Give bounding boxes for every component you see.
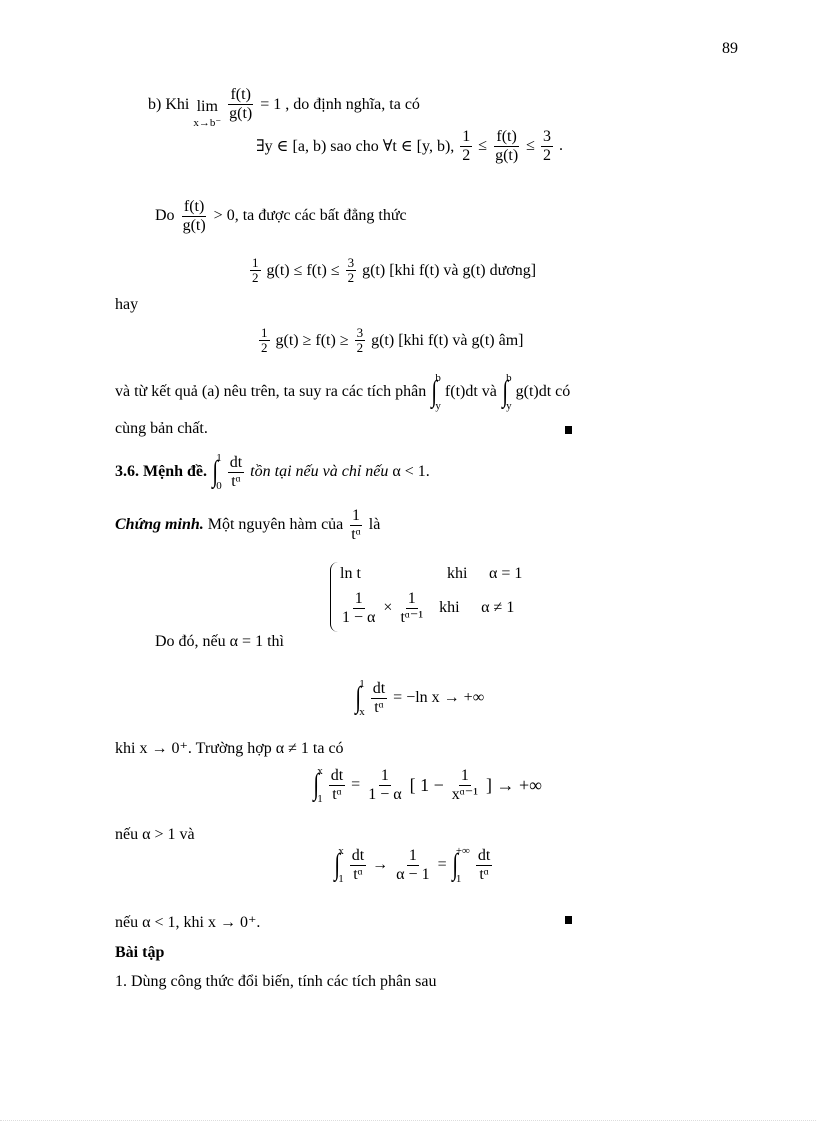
text: b) Khi xyxy=(148,95,190,113)
text: Một nguyên hàm của xyxy=(207,516,344,534)
denominator: tᵅ xyxy=(351,525,361,543)
numerator: 1 xyxy=(252,255,259,270)
text: → xyxy=(372,856,389,873)
text: = xyxy=(437,856,447,873)
neu-1: nếu α > 1 và xyxy=(115,826,195,843)
text: có xyxy=(555,383,571,400)
text: Do xyxy=(155,207,175,225)
exists-line xyxy=(256,128,563,164)
text: ] → +∞ xyxy=(486,774,543,795)
numerator: f(t) xyxy=(183,198,205,215)
numerator: 3 xyxy=(356,325,364,340)
text: và từ kết quả (a) nêu trên, ta suy ra các tích phân xyxy=(115,383,427,400)
lower: 1 xyxy=(317,793,323,805)
numerator: dt xyxy=(372,679,386,697)
le: ≤ xyxy=(478,137,488,155)
exercises-heading: Bài tập xyxy=(115,944,165,961)
exercise-1: 1. Dùng công thức đổi biến, tính các tích phân sau xyxy=(115,973,437,990)
text: ln t xyxy=(340,565,361,582)
equation-2: ∫ x 1 $\frac{dt}{\text{tᵅ}}$ = $\frac{1}{1 - \alpha}$ [ 1 − $\frac{1}{\text{xᵅ⁻¹}}$ ] → +∞ xyxy=(313,765,543,805)
text: = 1 , do định nghĩa, ta có xyxy=(260,95,420,113)
equation-3: ∫ x 1 $\frac{dt}{\text{tᵅ}}$ → $\frac{1}{\alpha - 1}$ = ∫ +∞ 1 $\frac{dt}{\text{tᵅ}}$ xyxy=(334,845,491,885)
upper: b xyxy=(506,372,512,384)
inequality-1 xyxy=(248,256,536,286)
dodo: Do đó, nếu α = 1 thì xyxy=(155,633,284,650)
denominator: 2 xyxy=(462,146,471,164)
upper: b xyxy=(435,372,441,384)
text: và xyxy=(481,383,497,400)
numerator: dt xyxy=(477,846,491,864)
heading: 3.6. Mệnh đề. xyxy=(115,463,207,480)
page-number: 89 xyxy=(722,40,738,57)
text: g(t) ≥ f(t) ≥ xyxy=(275,331,349,349)
khi-line: khi x → 0⁺. Trường hợp α ≠ 1 ta có xyxy=(115,740,344,757)
denominator: 2 xyxy=(347,270,355,286)
numerator: 1 xyxy=(352,507,361,524)
text: > 0, ta được các bất đẳng thức xyxy=(213,207,407,225)
denominator: 2 xyxy=(356,340,364,356)
inequality-2 xyxy=(257,326,523,356)
denominator: xᵅ⁻¹ xyxy=(451,785,479,803)
do-line xyxy=(155,198,407,234)
text: × xyxy=(383,599,393,617)
text: f(t)dt xyxy=(444,383,478,400)
equation-1: ∫ 1 x $\frac{dt}{\text{tᵅ}}$ = −ln x → +∞ xyxy=(355,678,485,718)
denominator: tᵅ xyxy=(374,698,384,716)
text: là xyxy=(368,516,381,534)
text: . xyxy=(558,137,563,155)
lim: lim xyxy=(196,98,218,115)
denominator: g(t) xyxy=(229,105,253,122)
qed-square-icon xyxy=(565,426,572,434)
upper: +∞ xyxy=(455,845,470,857)
numerator: 1 xyxy=(407,590,416,607)
le: ≤ xyxy=(526,137,535,155)
proof-label: Chứng minh. xyxy=(115,516,204,534)
numerator: 1 xyxy=(354,590,363,607)
text: g(t) [khi f(t) và g(t) âm] xyxy=(371,331,524,349)
numerator: 3 xyxy=(347,255,355,270)
case-1 xyxy=(340,565,522,583)
numerator: 1 xyxy=(408,846,417,864)
denominator: tᵅ xyxy=(353,865,363,883)
denominator: tᵅ⁻¹ xyxy=(400,608,424,626)
lower: 1 xyxy=(338,873,344,885)
hay: hay xyxy=(115,296,139,313)
text: = −ln x → +∞ xyxy=(393,689,485,706)
denominator: 2 xyxy=(252,270,259,286)
limit-line xyxy=(148,80,420,129)
proposition: 3.6. Mệnh đề. ∫ 1 0 $\frac{dt}{\text{tᵅ}}$ tồn tại nếu và chỉ nếu α < 1. xyxy=(115,452,430,492)
text: khi xyxy=(439,599,460,617)
denominator: 1 − α xyxy=(368,785,402,803)
text: g(t) ≤ f(t) ≤ xyxy=(266,261,340,279)
lower: 0 xyxy=(216,480,222,492)
upper: x xyxy=(317,765,323,777)
divider xyxy=(0,1120,816,1121)
text: α ≠ 1 xyxy=(481,599,515,617)
denominator: tᵅ xyxy=(332,785,342,803)
numerator: f(t) xyxy=(230,86,251,104)
proof-line xyxy=(115,507,380,543)
denominator: 2 xyxy=(261,340,268,356)
numerator: f(t) xyxy=(496,128,517,145)
numerator: 1 xyxy=(380,766,389,784)
lower: x xyxy=(359,706,365,718)
denominator: g(t) xyxy=(182,216,206,234)
numerator: 3 xyxy=(542,128,551,145)
text: [ 1 − xyxy=(409,774,444,795)
lim-sub: x→b⁻ xyxy=(193,117,222,129)
numerator: dt xyxy=(330,766,344,784)
lower: y xyxy=(435,400,441,412)
cung-ban-chat: cùng bản chất. xyxy=(115,420,208,437)
upper: x xyxy=(338,845,344,857)
text: g(t)dt xyxy=(515,383,552,400)
numerator: dt xyxy=(351,846,365,864)
denominator: g(t) xyxy=(495,146,519,164)
text: g(t) [khi f(t) và g(t) dương] xyxy=(362,261,537,279)
integrals-line: và từ kết quả (a) nêu trên, ta suy ra các tích phân ∫ b y f(t)dt và ∫ b y g(t)dt có xyxy=(115,372,571,412)
denominator: α − 1 xyxy=(396,865,430,883)
neu-2: nếu α < 1, khi x → 0⁺. xyxy=(115,914,261,931)
denominator: 1 − α xyxy=(342,608,376,626)
text: = xyxy=(351,776,361,793)
denominator: tᵅ xyxy=(479,865,489,883)
lower: y xyxy=(506,400,512,412)
case-2 xyxy=(338,590,514,626)
numerator: 1 xyxy=(462,128,471,145)
text: khi xyxy=(447,565,468,582)
denominator: tᵅ xyxy=(231,472,241,490)
denominator: 2 xyxy=(542,146,551,164)
upper: 1 xyxy=(216,452,222,464)
text: ∃y ∈ [a, b) sao cho ∀t ∈ [y, b), xyxy=(256,138,455,156)
qed-square-icon xyxy=(565,916,572,924)
text: tồn tại nếu và chỉ nếu xyxy=(250,463,389,480)
numerator: 1 xyxy=(460,766,469,784)
numerator: dt xyxy=(229,453,243,471)
numerator: 1 xyxy=(261,325,268,340)
upper: 1 xyxy=(359,678,365,690)
text: α = 1 xyxy=(489,565,523,582)
text: α < 1. xyxy=(392,463,430,480)
lower: 1 xyxy=(455,873,462,885)
